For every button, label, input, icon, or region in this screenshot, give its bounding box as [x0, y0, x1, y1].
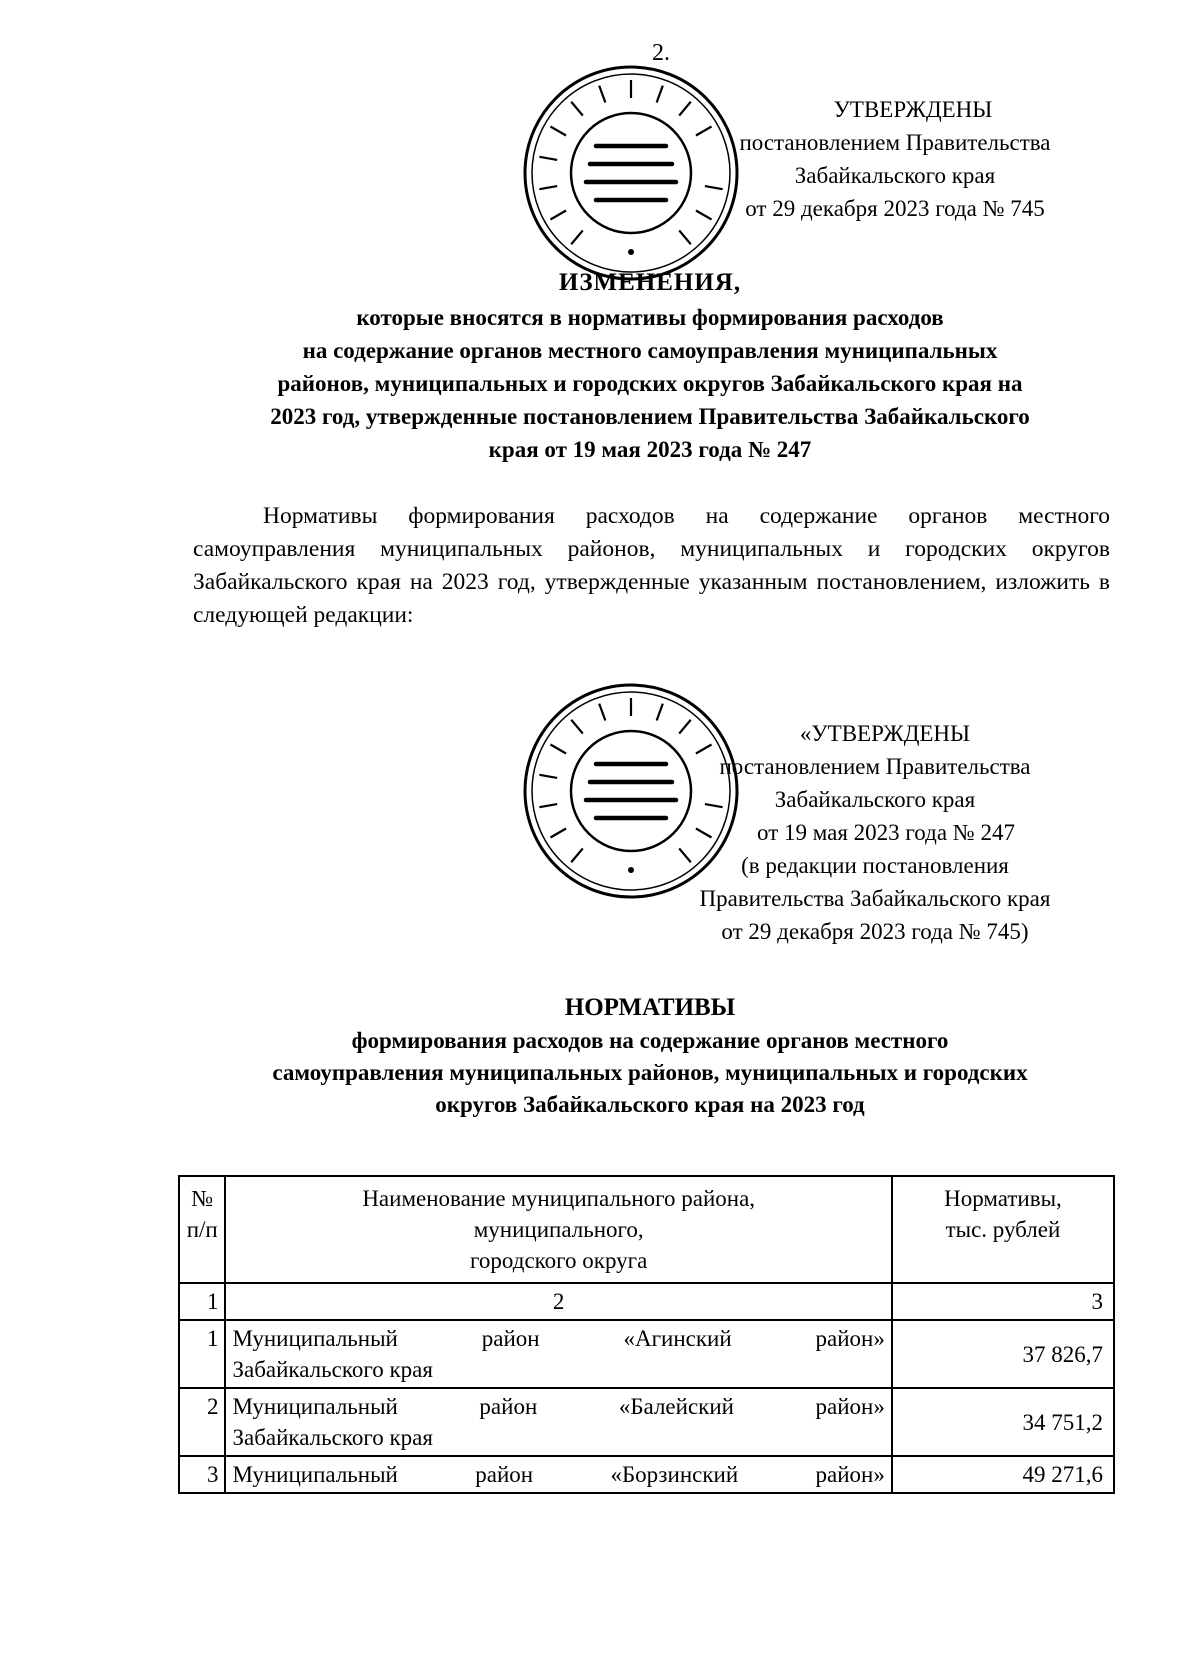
- table-row: [179, 1388, 1114, 1456]
- approval-line: Забайкальского края: [794, 163, 996, 188]
- approval-line: УТВЕРЖДЕНЫ: [833, 97, 993, 122]
- approval-block-quoted: [640, 717, 1110, 948]
- table-header-row: [179, 1176, 1114, 1283]
- changes-title-line: на содержание органов местного самоуправления муниципальных: [302, 338, 998, 363]
- row-name: [225, 1320, 891, 1388]
- row-name-line: Муниципальный район «Агинский район»: [232, 1326, 885, 1351]
- norms-title-line: самоуправления муниципальных районов, муниципальных и городских: [272, 1060, 1028, 1085]
- approval-line: постановлением Правительства: [719, 754, 1031, 779]
- header-text: муниципального,: [473, 1217, 644, 1242]
- header-text: тыс. рублей: [945, 1217, 1061, 1242]
- approval-line: Правительства Забайкальского края: [699, 886, 1051, 911]
- changes-title-line: которые вносятся в нормативы формирования расходов: [356, 305, 944, 330]
- approval-line: Забайкальского края: [774, 787, 976, 812]
- row-value: 37 826,7: [892, 1320, 1114, 1388]
- header-text: №: [191, 1186, 214, 1211]
- table-row: [179, 1320, 1114, 1388]
- row-name-line: Забайкальского края: [232, 1425, 433, 1450]
- header-text: п/п: [186, 1217, 218, 1242]
- header-cell-name: [225, 1176, 891, 1283]
- page-number: 2.: [652, 40, 670, 66]
- changes-title-line: края от 19 мая 2023 года № 247: [488, 437, 812, 462]
- row-name: [225, 1456, 891, 1493]
- approval-line: от 19 мая 2023 года № 247: [757, 820, 1015, 845]
- column-number-row: [179, 1283, 1114, 1320]
- changes-heading: ИЗМЕНЕНИЯ,: [558, 269, 742, 296]
- column-number-cell: 3: [892, 1283, 1114, 1320]
- approval-line: от 29 декабря 2023 года № 745: [745, 196, 1045, 221]
- changes-title: [180, 265, 1120, 466]
- column-number-cell: 2: [225, 1283, 891, 1320]
- row-number: 1: [179, 1320, 225, 1388]
- row-number: 2: [179, 1388, 225, 1456]
- approval-line: (в редакции постановления: [741, 853, 1009, 878]
- approval-line: постановлением Правительства: [739, 130, 1051, 155]
- row-name: [225, 1388, 891, 1456]
- row-name-line: Муниципальный район «Борзинский район»: [232, 1462, 885, 1487]
- norms-table: [178, 1175, 1115, 1494]
- norms-title-line: округов Забайкальского края на 2023 год: [435, 1092, 865, 1117]
- approval-block: [700, 93, 1090, 225]
- row-value: 49 271,6: [892, 1456, 1114, 1493]
- row-number: 3: [179, 1456, 225, 1493]
- table-row: [179, 1456, 1114, 1493]
- row-name-line: Забайкальского края: [232, 1357, 433, 1382]
- norms-heading: НОРМАТИВЫ: [564, 994, 736, 1021]
- header-cell-number: [179, 1176, 225, 1283]
- row-name-line: Муниципальный район «Балейский район»: [232, 1394, 885, 1419]
- header-text: городского округа: [470, 1248, 648, 1273]
- header-cell-value: [892, 1176, 1114, 1283]
- norms-title-line: формирования расходов на содержание органов местного: [351, 1028, 949, 1053]
- header-text: Нормативы,: [944, 1186, 1062, 1211]
- body-paragraph: Нормативы формирования расходов на содержание органов местного самоуправления муниципальных районов, муниципальных и городских округов Забайкальского края на 2023 год, утвержденные указанным постановлением, изложить в следующей редакции:: [193, 503, 1110, 628]
- changes-title-line: районов, муниципальных и городских округов Забайкальского края на: [277, 371, 1023, 396]
- header-text: Наименование муниципального района,: [362, 1186, 756, 1211]
- norms-title: [180, 990, 1120, 1121]
- row-value: 34 751,2: [892, 1388, 1114, 1456]
- changes-title-line: 2023 год, утвержденные постановлением Правительства Забайкальского: [270, 404, 1030, 429]
- approval-line: «УТВЕРЖДЕНЫ: [799, 721, 971, 746]
- approval-line: от 29 декабря 2023 года № 745): [721, 919, 1029, 944]
- column-number-cell: 1: [179, 1283, 225, 1320]
